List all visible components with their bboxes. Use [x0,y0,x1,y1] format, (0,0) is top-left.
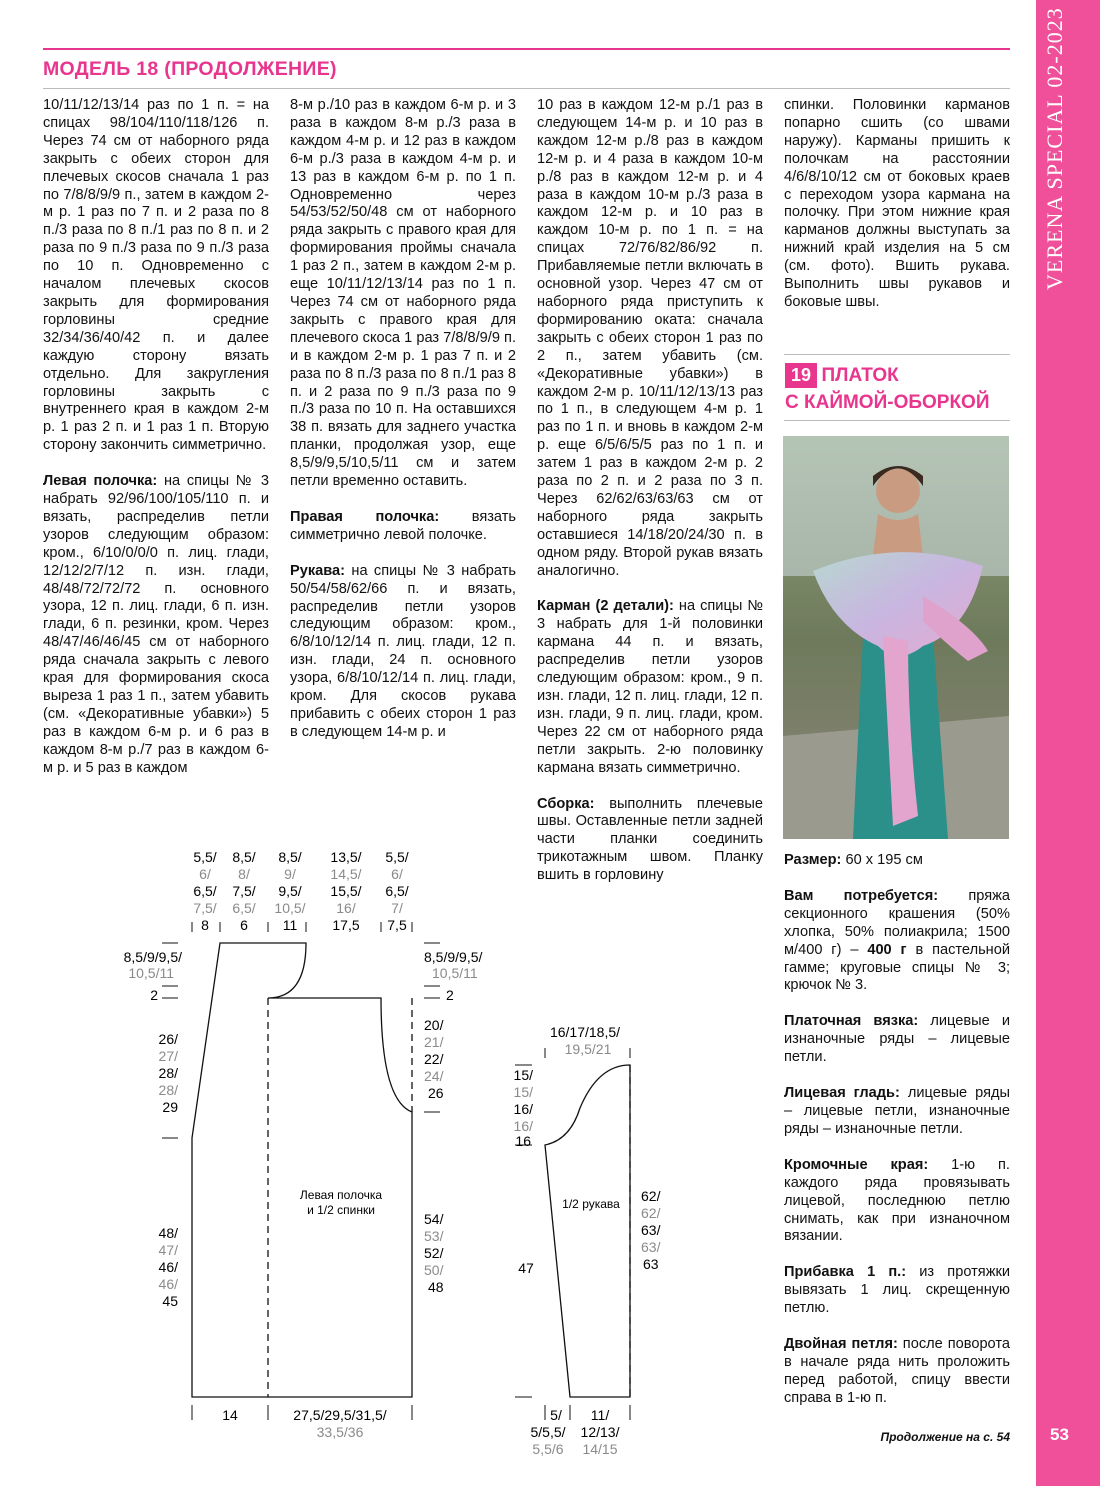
dim-label: 10,5/11 [128,965,174,981]
model-title-line1: ПЛАТОК [821,365,899,386]
section-text: на спицы № 3 набрать 92/96/100/105/110 п. и вязать, распределив петли узоров следующим образом: кром., 6/10/0/0/0 п. лиц. глади, 12/12/2/7/12 п. изн. глади, 48/48/72/72/72 п. основного узора, 12 п. лиц. глади, 6 п. изн. глади, 6 п. резинки, кром. Через 48/47/46/46/45 см от наборного ряда сначала закрыть с левого края для формирования скоса выреза 1 раз 1 п., затем убавить (см. «Декоративные убавки») 5 раз в каждом 6-м р. и 6 раз в каждом 8-м р./7 раз в каждом 6-м р. и 5 раз в каждом [43,473,269,776]
section-heading: Размер: [784,852,842,868]
section-heading: Карман (2 детали): [537,598,674,615]
dim-label: 2 [446,987,454,1003]
dim-label: 13,5/ [330,849,362,865]
section-heading: Левая полочка: [43,473,158,490]
section-text: лицевые и изнаночные ряды – лицевые петли. [784,1013,1010,1066]
dim-label: 7/ [391,900,403,916]
section-text: 1-ю п. каждого ряда провязывать лицевой, последнюю петлю снимать, как при изнаночном вязании. [784,1156,1010,1245]
dim-label: 50/ [424,1262,444,1278]
section-heading: Правая полочка: [290,508,440,525]
dim-label: 14,5/ [330,866,362,882]
front-piece-label [300,1188,383,1217]
section-heading: Рукава: [290,562,346,579]
dim-col-2 [232,849,255,933]
section-text: пряжа секционного крашения (50% хлопка, 50% полиакрила; 1500 м/400 г) – [784,887,1010,958]
piece-label: Левая полочка [299,1188,383,1202]
dim-label: 27,5/29,5/31,5/ [293,1407,387,1423]
dim-label: 9/ [284,866,296,882]
dim-label: 16/ [513,1101,533,1117]
sleeve-right-dims [641,1188,661,1272]
yarn-amount: 400 г [867,941,907,958]
dim-col-1 [193,849,216,933]
dim-label: 15/ [513,1067,533,1083]
model-title-line2: С КАЙМОЙ-ОБОРКОЙ [785,392,990,413]
dim-label: 63/ [641,1222,661,1238]
dim-label: 15/ [513,1084,533,1100]
dim-label: 5,5/ [385,849,409,865]
dim-label: 8,5/ [232,849,256,865]
dim-label: 63/ [641,1239,661,1255]
dim-label: 26 [428,1085,444,1101]
dim-label: 11/ [590,1407,610,1423]
paragraph: 10/11/12/13/14 раз по 1 п. = на спицах 98/104/110/118/126 п. Через 74 см от наборного ряда закрыть с обеих сторон для плечевых скосов сначала 1 раз по 7/8/8/9/9 п., затем в каждом 2-м р. 1 раз по 7 п. и 2 раза по 8 п./3 раза по 8 п./1 раз по 8 п. и 2 раза по 9 п./3 раза по 9 п./3 раза по 10 п. Одновременно с началом плечевых скосов закрыть для формирования горловины средние 32/34/36/40/42 п. и далее каждую сторону вязать отдельно. Для закругления горловины закрыть с внутреннего края в каждом 2-м р. 1 раз 2 п. и 1 раз 1 п. Вторую сторону закончить симметрично. [43,97,269,454]
dim-label: 48 [428,1279,444,1295]
section-text: выполнить плечевые швы. Оставленные петли задней части планки соединить трикотажным швом. Планку вшить в горловину [537,795,763,884]
dim-label: 5,5/ [193,849,217,865]
dim-label: 8,5/9/9,5/ [123,949,182,965]
dim-label: 45 [162,1293,178,1309]
section-text: на спицы № 3 набрать 50/54/58/62/66 п. и вязать, распределив петли узоров следующим образом: кром., 6/8/10/12/14 п. лиц. глади, 12 п. изн. глади, 24 п. основного узора, 6/8/10/12/14 п. лиц. глади, кром. Для скосов рукава прибавить с обеих сторон 1 раз в следующем 14-м р. и [290,562,516,740]
page-number: 53 [1050,1425,1069,1444]
dim-label: 16/17/18,5/ [549,1024,621,1040]
right-side-dims [424,949,482,1295]
dim-label: 8,5/ [278,849,302,865]
front-outline [192,943,412,1397]
dim-col-5 [385,849,408,933]
dim-label: 8 [201,917,209,933]
dim-label: 11 [282,917,298,933]
dim-label: 46/ [158,1276,178,1292]
dim-label: 21/ [424,1034,444,1050]
dim-label: 6/ [199,866,211,882]
section-heading: Кромочные края: [784,1156,929,1173]
dim-label: 22/ [424,1051,444,1067]
dim-label: 6,5/ [385,883,409,899]
paragraph: спинки. Половинки карманов попарно сшить (со швами наружу). Карманы пришить к полочкам на расстоянии 4/6/8/10/12 см от боковых краев с переходом узора кармана на полочку. При этом нижние края карманов должны выступать за нижний край изделия на 5 см (см. фото). Вшить рукава. Выполнить швы рукавов и боковые швы. [784,97,1010,310]
dim-label: 6 [240,917,248,933]
section-heading: Лицевая гладь: [784,1085,900,1102]
dim-label: 24/ [424,1068,444,1084]
dim-label: 16/ [336,900,356,916]
section-text: 60 х 195 см [841,852,923,868]
piece-label: и 1/2 спинки [307,1203,375,1217]
dim-label: 6,5/ [232,900,256,916]
paragraph: 8-м р./10 раз в каждом 6-м р. и 3 раза в каждом 8-м р./3 раза в каждом 4-м р. и 12 раз в каждом 6-м р./3 раза в каждом 4-м р. и 13 раз в каждом 6-м р. по 1 п. Одновременно через 54/53/52/50/48 см от наборного ряда закрыть с правого края для формирования проймы сначала 1 раз 2 п., затем в каждом 2-м р. еще 10/11/12/13/14 раз по 1 п. Через 74 см от наборного ряда закрыть с правого края для плечевого скоса 1 раз 7/8/8/9/9 п. и в каждом 2-м р. 1 раз 7 п. и 2 раза по 8 п./3 раза по 8 п./1 раз 8 п. и 2 раза по 9 п./3 раза по 9 п./3 раза по 10 п. На оставшихся 38 п. вязать для заднего участка планки, продолжая узор, еще 8,5/9/9,5/10,5/11 см и затем петли временно оставить. [290,97,516,490]
dim-label: 62/ [641,1188,661,1204]
section-text: лицевые ряды – лицевые петли, изнаночные ряды – изнаночные петли. [784,1085,1010,1137]
dim-label: 14 [222,1407,238,1423]
dim-label: 46/ [158,1259,178,1275]
dim-label: 47 [518,1260,534,1276]
dim-label: 52/ [424,1245,444,1261]
dim-label: 14/15 [582,1441,618,1457]
dim-label: 7,5/ [193,900,217,916]
dim-label: 16/ [513,1118,533,1134]
dim-col-3 [274,849,305,933]
dim-label: 26/ [158,1031,178,1047]
dim-label: 27/ [158,1048,178,1064]
left-side-dims [124,949,182,1309]
dim-label: 48/ [158,1225,178,1241]
dim-label: 20/ [424,1017,444,1033]
dim-label: 10,5/11 [432,965,478,981]
dim-label: 5/5,5/ [530,1424,566,1440]
section-heading: Двойная петля: [784,1336,898,1353]
dim-label: 15,5/ [330,883,362,899]
continued-note: Продолжение на с. 54 [880,1430,1010,1444]
dim-label: 10,5/ [274,900,306,916]
section-text: в пастельной гамме; круговые спицы № 3; крючок № 3. [784,941,1011,994]
model-number-badge: 19 [785,363,817,388]
bottom-dims [222,1407,387,1440]
dim-label: 16 [515,1133,531,1149]
dim-label: 17,5 [332,917,360,933]
dim-label: 53/ [424,1228,444,1244]
dim-label: 5/ [550,1407,562,1423]
dim-label: 6,5/ [193,883,217,899]
section-heading: Прибавка 1 п.: [784,1264,907,1281]
section-heading: Платочная вязка: [784,1013,919,1030]
section-heading: Вам потребуется: [784,887,939,904]
dim-label: 33,5/36 [316,1424,364,1440]
dim-label: 63 [643,1256,659,1272]
dim-label: 6/ [391,866,403,882]
dim-label: 62/ [641,1205,661,1221]
paragraph: 10 раз в каждом 12-м р./1 раз в следующем 14-м р. и 10 раз в каждом 12-м р./8 раз в каждом 12-м р. и 4 раза в каждом 10-м р./8 раз в каждом 12-м р. и 4 раза в каждом 10-м р./3 раза в каждом 12-м р. и 10 раз в каждом 10-м р. по 1 п. = на спицах 72/76/82/86/92 п. Прибавляемые петли включать в основной узор. Через 47 см от наборного ряда приступить к формированию оката: сначала закрыть с обеих сторон 1 раз по 2 п., затем убавить (см. «Декоративные убавки») в каждом 2-м р. 10/11/12/13/13 раз по 1 п., в следующем 4-м р. 1 раз по 1 п. и вновь в каждом 2-м р. еще 6/5/6/5/5 раз по 1 п. и затем 1 раз в каждом 2-м р. 2 раза по 2 п. и 2 раза по 3 п. Через 62/62/63/63/63 см от наборного ряда закрыть оставшиеся 14/18/20/24/30 п. в одном ряду. Второй рукав вязать аналогично. [537,97,763,579]
dim-label: 29 [162,1099,178,1115]
page-title: МОДЕЛЬ 18 (ПРОДОЛЖЕНИЕ) [43,58,337,80]
top-dimensions [193,849,408,933]
piece-label: 1/2 рукава [562,1197,620,1211]
dim-label: 8/ [238,866,250,882]
dim-label: 7,5 [387,917,407,933]
section-text: на спицы № 3 набрать для 1-й половинки кармана 44 п. и вязать, распределив петли узоров следующим образом: кром., 9 п. изн. глади, 12 п. лиц. глади, 12 п. изн. глади, 9 п. лиц. глади, кром. Через 22 см от наборного ряда петли закрыть. 2-ю половинку кармана вязать симметрично. [537,598,763,776]
sleeve-cap-dims [514,1067,534,1149]
dim-col-4 [330,849,361,933]
section-text: из протяжки вывязать 1 лиц. скрещенную петлю. [784,1264,1011,1317]
dim-label: 9,5/ [278,883,302,899]
dim-label: 5,5/6 [532,1441,564,1457]
magazine-name: VERENA SPECIAL 02-2023 [1042,7,1067,290]
section-heading: Сборка: [537,795,595,812]
dim-label: 8,5/9/9,5/ [424,949,483,965]
dim-label: 12/13/ [580,1424,620,1440]
dim-label: 47/ [158,1242,178,1258]
section-text: вязать симметрично левой полочке. [290,508,516,543]
dim-label: 28/ [158,1082,178,1098]
dim-label: 19,5/21 [564,1041,612,1057]
front-ticks [162,922,440,1420]
dim-label: 28/ [158,1065,178,1081]
dim-label: 2 [150,987,158,1003]
section-text: после поворота в начале ряда нить проложить перед работой, спицу ввести справа в 1-ю п. [784,1336,1010,1406]
dim-label: 7,5/ [232,883,256,899]
dim-label: 54/ [424,1211,444,1227]
sleeve-outline [545,1065,630,1397]
